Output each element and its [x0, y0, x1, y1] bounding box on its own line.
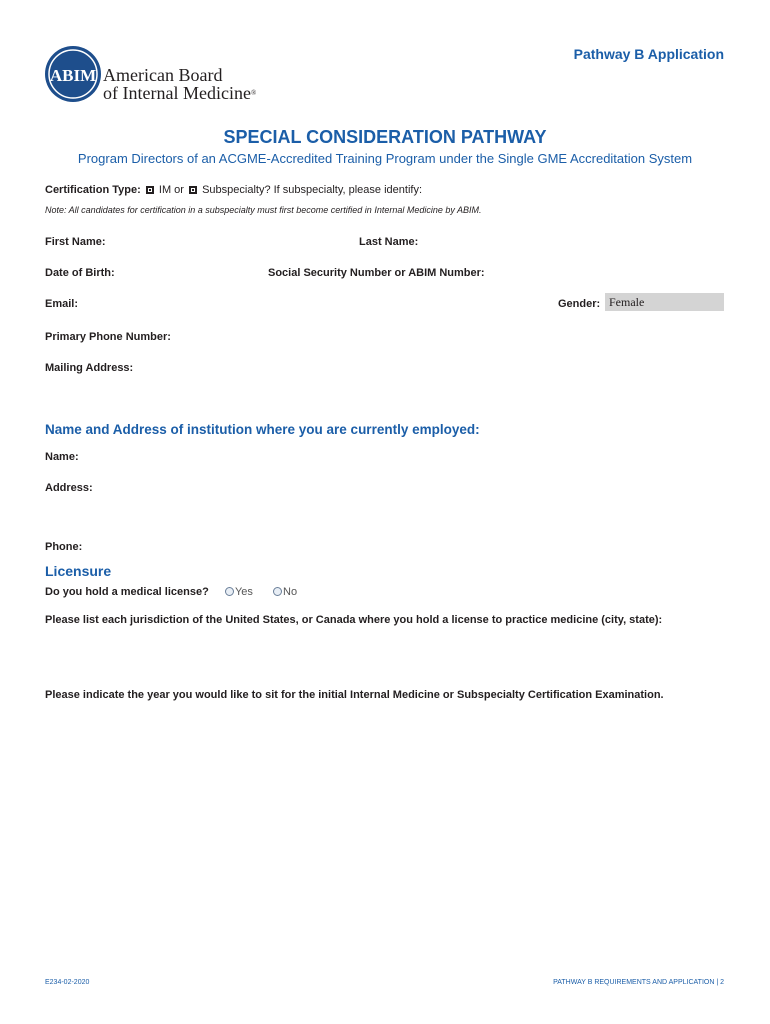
certification-type-row [45, 184, 422, 196]
institution-heading: Name and Address of institution where you are currently employed: [45, 422, 480, 437]
primary-phone-label: Primary Phone Number: [45, 331, 171, 343]
license-question: Do you hold a medical license? [45, 586, 209, 598]
svg-text:ABIM: ABIM [49, 66, 97, 85]
mailing-address-label: Mailing Address: [45, 362, 134, 374]
gender-field[interactable]: Female [605, 293, 724, 311]
form-code: E234-02-2020 [45, 979, 90, 986]
abim-logo-mark [45, 46, 101, 102]
page-footer: PATHWAY B REQUIREMENTS AND APPLICATION | 2 [553, 979, 724, 986]
im-option-label: IM or [158, 184, 184, 196]
logo-line-2: of Internal Medicine® [103, 83, 257, 103]
license-no-label: No [283, 586, 298, 598]
institution-name-label: Name: [45, 451, 79, 463]
institution-address-label: Address: [45, 482, 93, 494]
jurisdiction-prompt: Please list each jurisdiction of the United States, or Canada where you hold a license to practice medicine (city, state): [45, 614, 663, 626]
email-label: Email: [45, 298, 79, 310]
subspecialty-option-label: Subspecialty? If subspecialty, please identify: [202, 184, 422, 196]
certification-note: Note: All candidates for certification in a subspecialty must first become certified in Internal Medicine by ABIM. [45, 205, 482, 215]
license-yes-label: Yes [234, 586, 253, 598]
exam-year-prompt: Please indicate the year you would like to sit for the initial Internal Medicine or Subspecialty Certification Examination. [45, 689, 664, 701]
page-subtitle: Program Directors of an ACGME-Accredited Training Program under the Single GME Accreditation System [77, 151, 693, 166]
last-name-label: Last Name: [359, 236, 419, 248]
license-question-row [45, 586, 297, 598]
ssn-label: Social Security Number or ABIM Number: [268, 267, 485, 279]
dob-label: Date of Birth: [45, 267, 115, 279]
institution-phone-label: Phone: [45, 541, 83, 553]
license-no-radio[interactable] [273, 587, 282, 596]
license-yes-radio[interactable] [225, 587, 234, 596]
licensure-heading: Licensure [45, 563, 112, 579]
abim-monogram-icon [45, 46, 101, 102]
logo-line-1: American Board [103, 65, 223, 85]
pathway-label: Pathway B Application [573, 46, 724, 62]
page-title: SPECIAL CONSIDERATION PATHWAY [223, 127, 547, 147]
first-name-label: First Name: [45, 236, 106, 248]
gender-label: Gender: [558, 298, 601, 310]
subspecialty-checkbox[interactable] [189, 186, 197, 194]
im-checkbox[interactable] [146, 186, 154, 194]
certification-type-label: Certification Type: [45, 184, 141, 196]
